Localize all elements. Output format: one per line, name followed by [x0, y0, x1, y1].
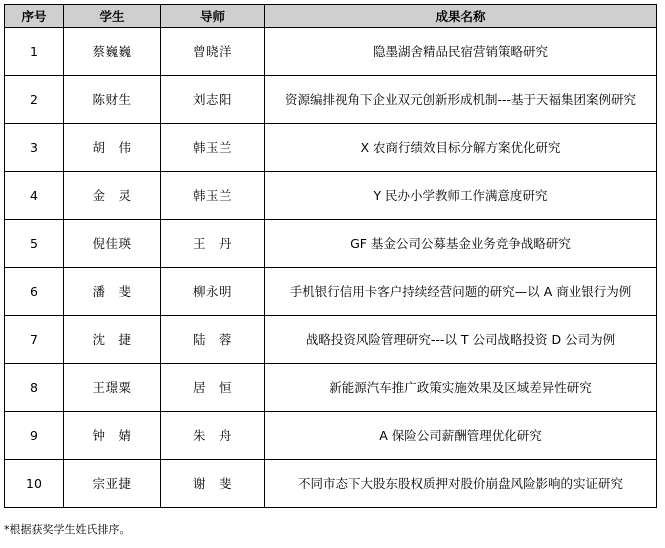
advisor-name: 王 丹 [161, 220, 265, 268]
student-name: 沈 捷 [64, 316, 161, 364]
advisor-name: 曾晓洋 [161, 28, 265, 76]
table-row [5, 268, 657, 316]
table-row [5, 220, 657, 268]
table-row [5, 460, 657, 508]
achievement-title: A 保险公司薪酬管理优化研究 [265, 412, 657, 460]
row-number: 4 [5, 172, 64, 220]
row-number: 5 [5, 220, 64, 268]
header-row [5, 5, 657, 28]
awards-table [4, 4, 657, 508]
table-row [5, 172, 657, 220]
advisor-name: 韩玉兰 [161, 124, 265, 172]
advisor-name: 朱 舟 [161, 412, 265, 460]
advisor-name: 刘志阳 [161, 76, 265, 124]
header-title: 成果名称 [265, 5, 657, 28]
achievement-title: 资源编排视角下企业双元创新形成机制---基于天福集团案例研究 [265, 76, 657, 124]
achievement-title: Y 民办小学教师工作满意度研究 [265, 172, 657, 220]
table-header [5, 5, 657, 28]
row-number: 7 [5, 316, 64, 364]
row-number: 3 [5, 124, 64, 172]
row-number: 1 [5, 28, 64, 76]
advisor-name: 陆 蓉 [161, 316, 265, 364]
advisor-name: 谢 斐 [161, 460, 265, 508]
table-row [5, 316, 657, 364]
achievement-title: 手机银行信用卡客户持续经营问题的研究—以 A 商业银行为例 [265, 268, 657, 316]
header-advisor: 导师 [161, 5, 265, 28]
row-number: 9 [5, 412, 64, 460]
student-name: 蔡巍巍 [64, 28, 161, 76]
table-row [5, 412, 657, 460]
student-name: 潘 斐 [64, 268, 161, 316]
row-number: 8 [5, 364, 64, 412]
header-number: 序号 [5, 5, 64, 28]
achievement-title: 隐墨湖舍精品民宿营销策略研究 [265, 28, 657, 76]
advisor-name: 柳永明 [161, 268, 265, 316]
advisor-name: 居 恒 [161, 364, 265, 412]
table-body [5, 28, 657, 508]
achievement-title: GF 基金公司公募基金业务竞争战略研究 [265, 220, 657, 268]
achievement-title: 战略投资风险管理研究---以 T 公司战略投资 D 公司为例 [265, 316, 657, 364]
achievement-title: X 农商行绩效目标分解方案优化研究 [265, 124, 657, 172]
table-row [5, 124, 657, 172]
table-row [5, 364, 657, 412]
student-name: 金 灵 [64, 172, 161, 220]
row-number: 6 [5, 268, 64, 316]
table-row [5, 28, 657, 76]
table-row [5, 76, 657, 124]
footnote: *根据获奖学生姓氏排序。 [4, 523, 131, 536]
row-number: 10 [5, 460, 64, 508]
advisor-name: 韩玉兰 [161, 172, 265, 220]
header-student: 学生 [64, 5, 161, 28]
student-name: 陈财生 [64, 76, 161, 124]
achievement-title: 不同市态下大股东股权质押对股价崩盘风险影响的实证研究 [265, 460, 657, 508]
student-name: 钟 婧 [64, 412, 161, 460]
student-name: 胡 伟 [64, 124, 161, 172]
student-name: 宗亚捷 [64, 460, 161, 508]
student-name: 倪佳瑛 [64, 220, 161, 268]
achievement-title: 新能源汽车推广政策实施效果及区域差异性研究 [265, 364, 657, 412]
row-number: 2 [5, 76, 64, 124]
student-name: 王璟粟 [64, 364, 161, 412]
